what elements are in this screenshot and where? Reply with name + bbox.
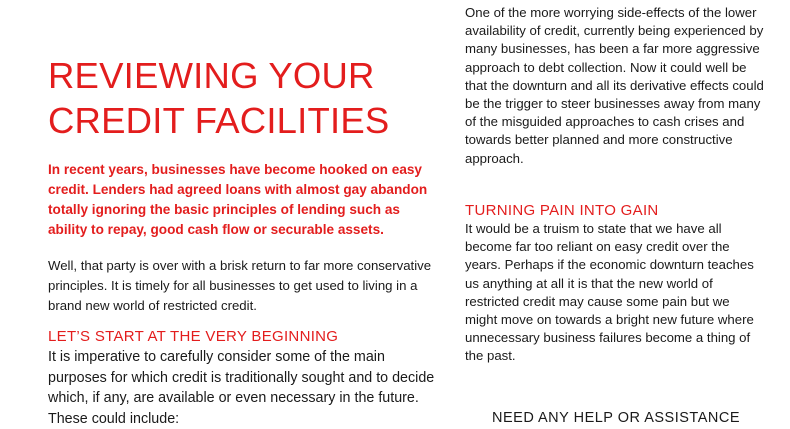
section-heading: LET’S START AT THE VERY BEGINNING	[48, 328, 339, 345]
help-callout: NEED ANY HELP OR ASSISTANCE	[492, 410, 740, 426]
article-paragraph: Well, that party is over with a brisk return to far more conservative principles. It is timely for all businesses to get used to living in a brand new world of restricted credit.	[48, 258, 432, 313]
article-title: REVIEWING YOUR CREDIT FACILITIES	[48, 55, 390, 141]
section-heading: TURNING PAIN INTO GAIN	[465, 202, 659, 219]
article-paragraph: One of the more worrying side-effects of the lower availability of credit, currently being experienced by many businesses, has been a far more aggressive approach to debt collection. Now it could well be that the downturn and all its derivative effects could be the trigger to steer businesses away from many of the misguided approaches to cash crises and towards better planned and more constructive approach.	[465, 5, 764, 166]
section-body: It would be a truism to state that we have all become far too reliant on easy credit over the years. Perhaps if the economic downturn teaches us anything at all it is that the new world of restricted credit may cause some pain but we might move on towards a bright new future where unnecessary business failures become a thing of the past.	[465, 221, 754, 364]
article-intro: In recent years, businesses have become hooked on easy credit. Lenders had agreed loans with almost gay abandon totally ignoring the basic principles of lending such as ability to repay, good cash flow or securable assets.	[48, 162, 428, 237]
section-body: It is imperative to carefully consider some of the main purposes for which credit is traditionally sought and to decide which, if any, are available or even necessary in the future. These could include:	[48, 349, 435, 427]
